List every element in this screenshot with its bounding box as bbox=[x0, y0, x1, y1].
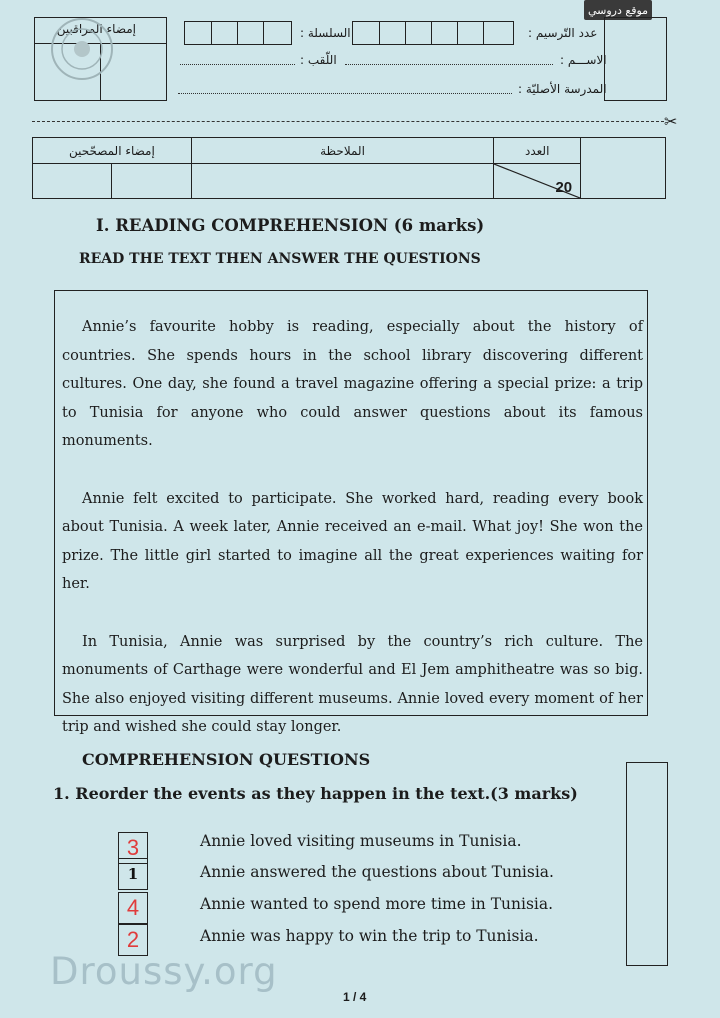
surname-field[interactable] bbox=[180, 64, 295, 65]
remark-header bbox=[191, 138, 493, 164]
passage-paragraph: Annie felt excited to participate. She worked hard, reading every book about Tunisia. A week later, Annie received an e-mail. What joy! She won the prize. The little girl started to imagine all the great experiences waiting for her. bbox=[62, 490, 643, 593]
order-number: 4 bbox=[126, 895, 140, 920]
registration-code-box bbox=[604, 17, 667, 101]
score-label: العدد bbox=[524, 143, 550, 158]
passage-paragraph: Annie’s favourite hobby is reading, especially about the history of countries. She spends hours in the school library discovering different cultures. One day, she found a travel magazine offering a special prize: a trip to Tunisia for anyone who could answer questions about its famous monuments. bbox=[62, 319, 643, 450]
reading-passage bbox=[54, 290, 648, 736]
registration-label: عدد التّرسيم : bbox=[528, 26, 598, 40]
order-number-box[interactable] bbox=[118, 892, 148, 924]
remark-cell[interactable] bbox=[191, 164, 493, 199]
event-text: Annie was happy to win the trip to Tunisia. bbox=[200, 927, 539, 945]
event-text: Annie loved visiting museums in Tunisia. bbox=[200, 832, 522, 850]
question-1-title: 1. Reorder the events as they happen in the text.(3 marks) bbox=[53, 784, 578, 803]
blank-cell bbox=[581, 138, 666, 199]
max-score: 20 bbox=[555, 179, 573, 196]
correctors-signature-header bbox=[33, 138, 192, 164]
section-title: I. READING COMPREHENSION (6 marks) bbox=[96, 216, 485, 235]
page-number: 1 / 4 bbox=[343, 990, 367, 1004]
name-field[interactable] bbox=[345, 64, 553, 65]
score-cell[interactable] bbox=[494, 164, 581, 199]
event-text: Annie wanted to spend more time in Tunisia. bbox=[200, 895, 554, 913]
scissors-icon: ✂ bbox=[664, 112, 678, 131]
corrector-signature-cell[interactable] bbox=[112, 164, 191, 199]
school-field[interactable] bbox=[178, 93, 512, 94]
order-number: 1 bbox=[127, 865, 139, 883]
questions-heading: COMPREHENSION QUESTIONS bbox=[82, 750, 371, 769]
grade-table bbox=[32, 137, 666, 199]
remark-label: الملاحظة bbox=[320, 143, 365, 158]
name-label: الاســـم : bbox=[560, 53, 607, 67]
registration-number-field[interactable] bbox=[352, 21, 514, 45]
score-header bbox=[494, 138, 581, 164]
series-field[interactable] bbox=[184, 21, 292, 45]
marks-box bbox=[626, 762, 668, 966]
series-label: السلسلة : bbox=[300, 26, 351, 40]
surname-label: اللّقب : bbox=[300, 53, 337, 67]
corrector-signature-cell[interactable] bbox=[33, 164, 112, 199]
watermark: Droussy.org bbox=[50, 950, 278, 993]
event-text: Annie answered the questions about Tunisia. bbox=[200, 863, 554, 881]
stamp-icon bbox=[47, 14, 117, 88]
supervisors-signature-label: إمضاء المراقبين bbox=[56, 22, 136, 36]
section-instruction: READ THE TEXT THEN ANSWER THE QUESTIONS bbox=[79, 251, 481, 267]
cut-line bbox=[32, 121, 664, 122]
correctors-signature-label: إمضاء المصحّحين bbox=[68, 143, 155, 158]
order-number: 2 bbox=[126, 927, 140, 952]
site-tag: موقع دروسي bbox=[584, 0, 652, 20]
order-number-box[interactable] bbox=[118, 858, 148, 890]
passage-paragraph: In Tunisia, Annie was surprised by the country’s rich culture. The monuments of Carthage were wonderful and El Jem amphitheatre was so big. She also enjoyed visiting different museums. Annie loved every moment of her trip and wished she could stay longer. bbox=[62, 633, 643, 736]
order-number: 3 bbox=[126, 835, 140, 860]
supervisors-signature-box bbox=[34, 17, 167, 101]
school-label: المدرسة الأصليّة : bbox=[518, 82, 607, 96]
